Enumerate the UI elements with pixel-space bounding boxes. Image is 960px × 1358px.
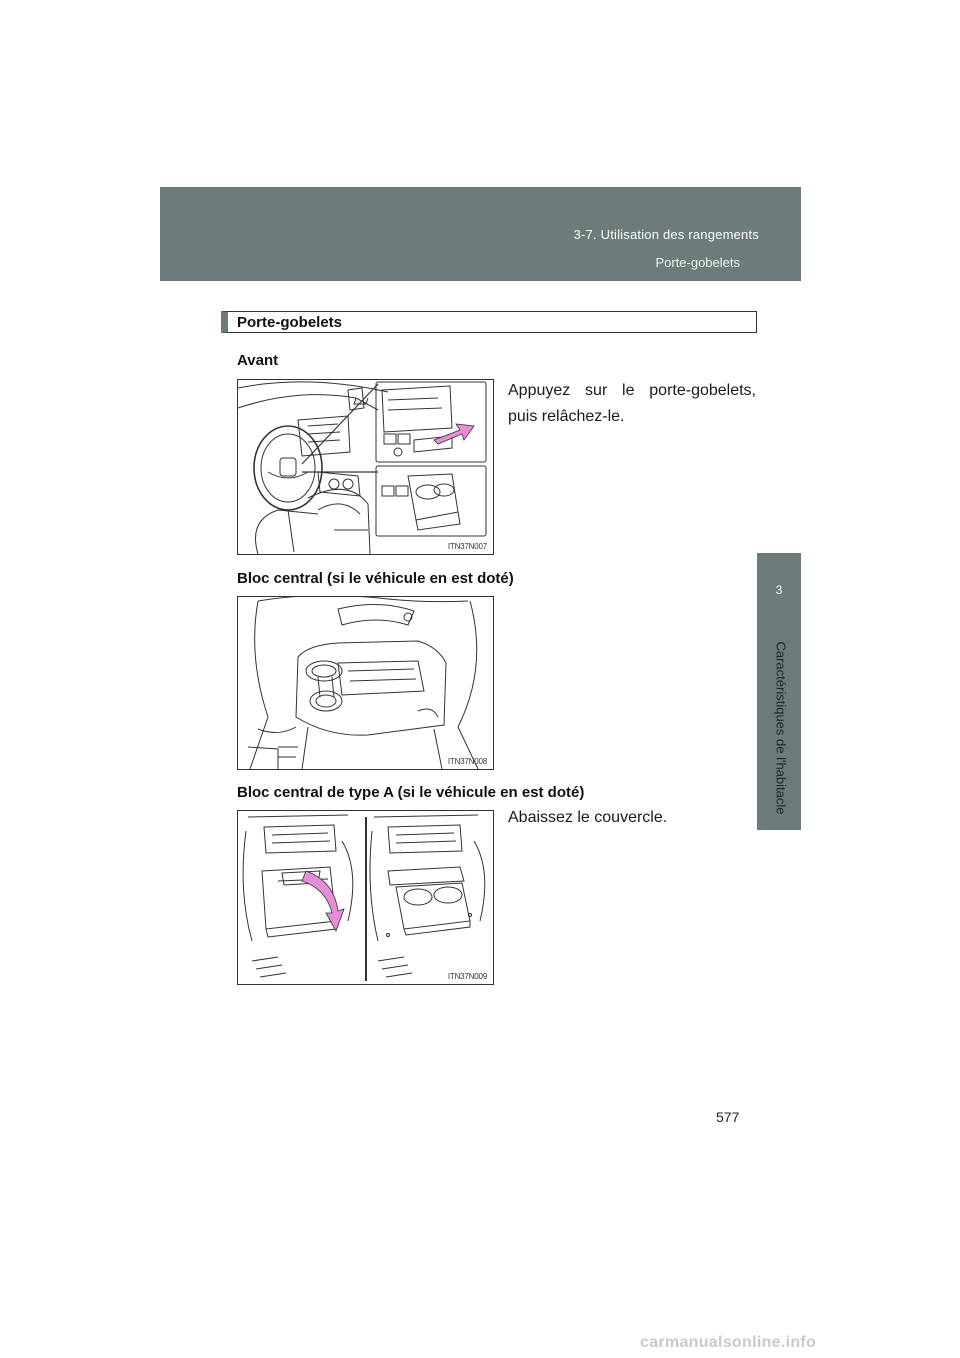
subheading-center-console: Bloc central (si le véhicule en est doté) [237, 570, 514, 587]
chapter-number: 3 [775, 583, 783, 597]
figure-center-console-type-a [237, 810, 494, 985]
figure-code: ITN37N007 [447, 542, 487, 551]
push-arrow [434, 424, 474, 444]
header-section-title: 3-7. Utilisation des rangements [573, 227, 759, 242]
figure-center-console [237, 596, 494, 770]
subheading-front: Avant [237, 352, 279, 369]
header-subsection-title: Porte-gobelets [655, 255, 740, 270]
page-number: 577 [716, 1109, 740, 1125]
front-dashboard-illustration [238, 380, 493, 554]
subheading-center-console-type-a: Bloc central de type A (si le véhicule en est doté) [237, 784, 585, 801]
watermark: carmanualsonline.info [640, 1334, 817, 1351]
instruction-type-a: Abaissez le couvercle. [508, 809, 668, 826]
instruction-front: Appuyez sur le porte-gobelets, puis relâchez-le. [508, 382, 756, 425]
chapter-label-text: Caractéristiques de l'habitacle [773, 641, 789, 815]
center-console-type-a-illustration [238, 811, 493, 984]
figure-code: ITN37N008 [447, 757, 487, 766]
center-console-illustration [238, 597, 493, 769]
header-band [160, 187, 801, 281]
section-title-bar [221, 311, 757, 333]
figure-front-cupholder [237, 379, 494, 555]
figure-code: ITN37N009 [447, 972, 487, 981]
section-title: Porte-gobelets [237, 314, 343, 331]
chapter-label [766, 628, 796, 828]
